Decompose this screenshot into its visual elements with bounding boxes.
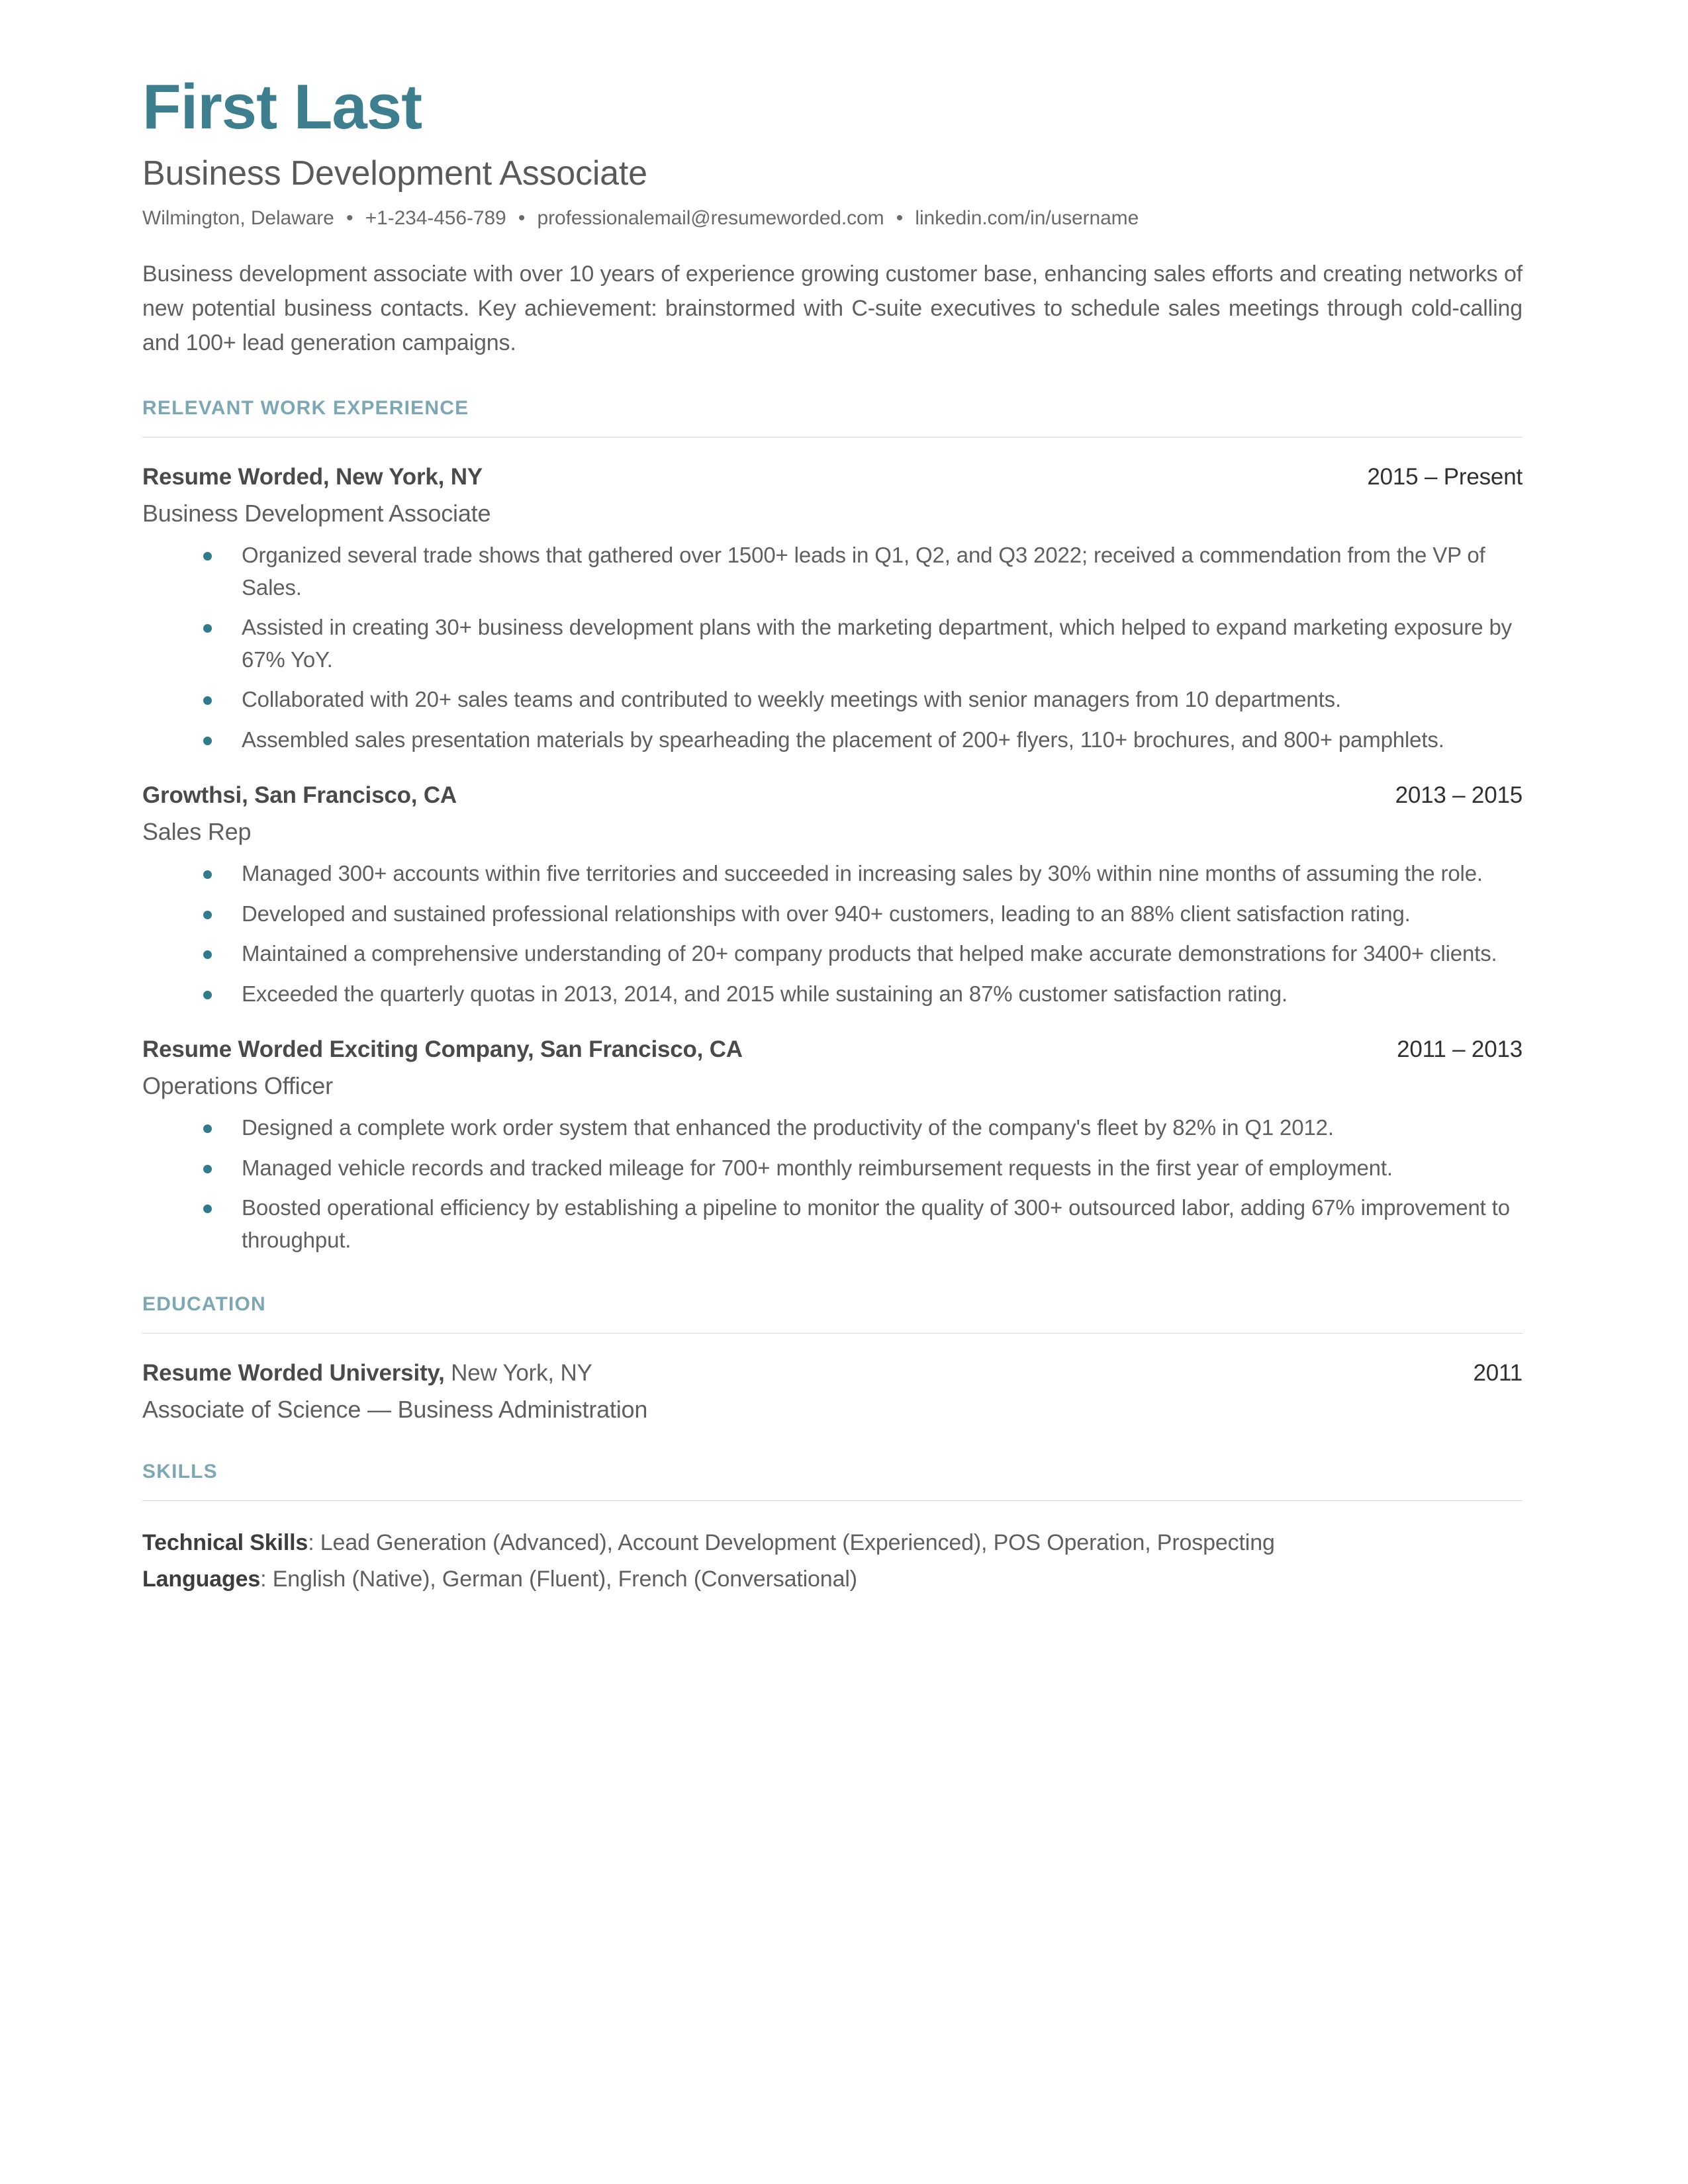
experience-entry-header [142, 1036, 1523, 1063]
bullet-dot-icon [203, 950, 212, 959]
education-school [142, 1360, 592, 1387]
experience-bullet [142, 1192, 1523, 1256]
education-entry-header [142, 1360, 1523, 1387]
experience-dates: 2013 – 2015 [1395, 782, 1523, 809]
skills-value: : English (Native), German (Fluent), French (Conversational) [260, 1567, 857, 1592]
experience-bullet-text: Assembled sales presentation materials by spearheading the placement of 200+ flyers, 110+ brochures, and 800+ pamphlets. [242, 727, 1444, 752]
contact-separator-3: • [896, 207, 904, 230]
experience-entry-header [142, 782, 1523, 809]
experience-bullet-text: Collaborated with 20+ sales teams and contributed to weekly meetings with senior managers from 10 departments. [242, 687, 1341, 712]
candidate-headline: Business Development Associate [142, 154, 647, 193]
bullet-dot-icon [203, 1205, 212, 1213]
education-year: 2011 [1473, 1360, 1523, 1387]
bullet-dot-icon [203, 552, 212, 561]
resume-content [142, 0, 1529, 1596]
section-header-skills: SKILLS [142, 1461, 218, 1483]
skills-label: Languages [142, 1567, 261, 1592]
experience-bullet-text: Managed 300+ accounts within five territories and succeeded in increasing sales by 30% within nine months of assuming the role. [242, 861, 1483, 886]
experience-entry-header [142, 464, 1523, 490]
experience-bullet-text: Assisted in creating 30+ business development plans with the marketing department, which helped to expand marketing exposure by 67% YoY. [242, 615, 1512, 672]
education-list [142, 1360, 1529, 1424]
bullet-dot-icon [203, 911, 212, 919]
contact-line [142, 207, 1529, 230]
experience-bullet-text: Organized several trade shows that gathered over 1500+ leads in Q1, Q2, and Q3 2022; received a commendation from the VP of Sales. [242, 543, 1485, 600]
education-degree: Associate of Science — Business Administration [142, 1396, 648, 1424]
section-header-education: EDUCATION [142, 1293, 266, 1316]
section-header-experience: RELEVANT WORK EXPERIENCE [142, 397, 469, 420]
contact-location: Wilmington, Delaware [142, 207, 334, 230]
experience-bullet [142, 724, 1523, 756]
bullet-dot-icon [203, 991, 212, 999]
experience-company: Resume Worded, New York, NY [142, 464, 483, 490]
experience-bullet [142, 938, 1523, 970]
experience-role: Sales Rep [142, 818, 252, 846]
bullet-dot-icon [203, 870, 212, 879]
skills-line [142, 1563, 1529, 1596]
experience-company: Growthsi, San Francisco, CA [142, 782, 457, 809]
experience-entry [142, 464, 1529, 756]
experience-bullet-text: Developed and sustained professional relationships with over 940+ customers, leading to an 88% client satisfaction rating. [242, 901, 1411, 926]
experience-list [142, 464, 1529, 1256]
experience-role: Operations Officer [142, 1072, 333, 1100]
experience-entry [142, 782, 1529, 1010]
bullet-dot-icon [203, 696, 212, 705]
experience-dates: 2015 – Present [1367, 464, 1523, 490]
experience-bullet-text: Exceeded the quarterly quotas in 2013, 2014, and 2015 while sustaining an 87% customer satisfaction rating. [242, 981, 1288, 1006]
bullet-dot-icon [203, 737, 212, 745]
experience-bullet-list [142, 539, 1529, 756]
experience-bullet [142, 1112, 1523, 1144]
skills-list [142, 1526, 1529, 1596]
experience-bullet-text: Managed vehicle records and tracked mileage for 700+ monthly reimbursement requests in the first year of employment. [242, 1155, 1393, 1180]
skills-label: Technical Skills [142, 1530, 308, 1556]
experience-bullet-list [142, 1112, 1529, 1256]
experience-bullet [142, 684, 1523, 716]
skills-value: : Lead Generation (Advanced), Account Development (Experienced), POS Operation, Prospecting [308, 1530, 1275, 1556]
contact-separator-1: • [346, 207, 353, 230]
professional-summary: Business development associate with over 10 years of experience growing customer base, enhancing sales efforts and creating networks of new potential business contacts. Key achievement: brainstormed with C-suite executives to schedule sales meetings through cold-calling and 100+ lead generation campaigns. [142, 261, 1523, 355]
experience-dates: 2011 – 2013 [1397, 1036, 1523, 1063]
education-school-location: New York, NY [444, 1360, 592, 1387]
experience-bullet-text: Boosted operational efficiency by establishing a pipeline to monitor the quality of 300+ outsourced labor, adding 67% improvement to throughput. [242, 1195, 1510, 1252]
contact-phone[interactable]: +1-234-456-789 [365, 207, 506, 230]
experience-company: Resume Worded Exciting Company, San Francisco, CA [142, 1036, 743, 1063]
experience-role: Business Development Associate [142, 500, 491, 527]
contact-separator-2: • [518, 207, 526, 230]
experience-bullet [142, 539, 1523, 604]
bullet-dot-icon [203, 624, 212, 633]
contact-email[interactable]: professionalemail@resumeworded.com [537, 207, 884, 230]
bullet-dot-icon [203, 1165, 212, 1173]
candidate-name: First Last [142, 71, 422, 142]
bullet-dot-icon [203, 1124, 212, 1133]
experience-bullet [142, 858, 1523, 890]
section-divider-education [142, 1333, 1523, 1334]
experience-bullet-text: Designed a complete work order system that enhanced the productivity of the company's fleet by 82% in Q1 2012. [242, 1115, 1334, 1140]
experience-entry [142, 1036, 1529, 1256]
experience-bullet-list [142, 858, 1529, 1010]
experience-bullet [142, 1152, 1523, 1185]
experience-bullet [142, 612, 1523, 676]
skills-line [142, 1526, 1529, 1560]
experience-bullet [142, 898, 1523, 931]
education-school-name: Resume Worded University, [142, 1360, 445, 1387]
experience-bullet [142, 978, 1523, 1011]
section-divider-skills [142, 1500, 1523, 1501]
contact-linkedin[interactable]: linkedin.com/in/username [915, 207, 1139, 230]
experience-bullet-text: Maintained a comprehensive understanding of 20+ company products that helped make accurate demonstrations for 3400+ clients. [242, 941, 1497, 966]
